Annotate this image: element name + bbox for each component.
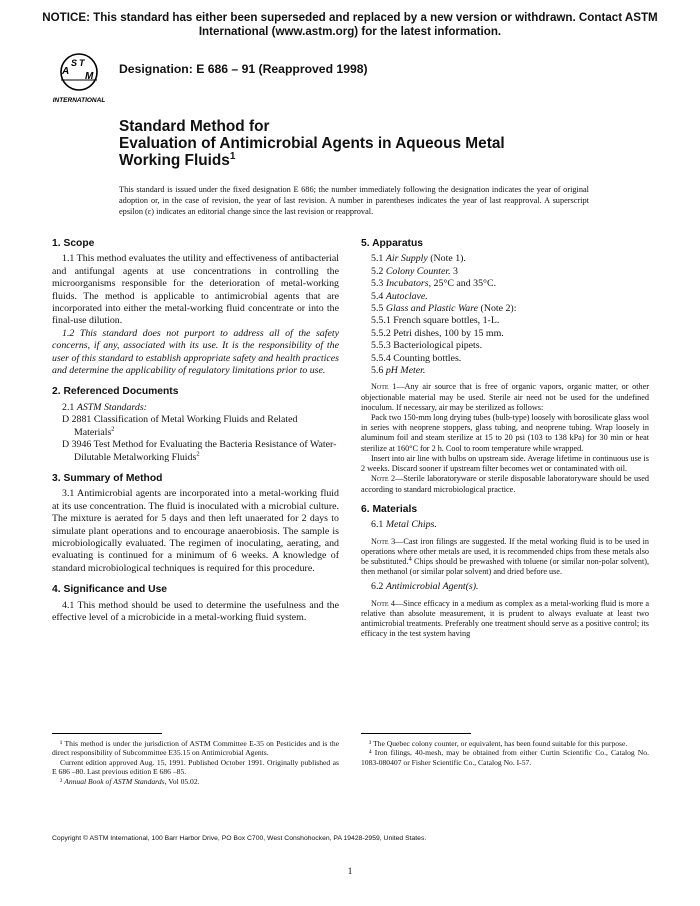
apparatus-item: 5.5.1 French square bottles, 1-L. xyxy=(371,315,500,327)
note-2: Note 2—Sterile laboratoryware or sterile disposable laboratoryware should be used according to standard microbiological practice. xyxy=(361,474,649,494)
footnote-1: ¹ This method is under the jurisdiction of ASTM Committee E-35 on Pesticides and is the direct responsibility of Subcommittee E35.15 on Antimicrobial Agents. xyxy=(52,739,339,758)
svg-text:T: T xyxy=(79,58,85,68)
paragraph-2-1: 2.1 ASTM Standards: xyxy=(62,401,147,413)
section-heading-significance: 4. Significance and Use xyxy=(52,584,168,596)
paragraph-4-1: 4.1 This method should be used to determine the usefulness and the effective level of a microbicide in a metal-working fluid system. xyxy=(52,599,339,623)
apparatus-item: 5.6 pH Meter. xyxy=(371,365,426,377)
footnote-2: ² Annual Book of ASTM Standards, Vol 05.02. xyxy=(60,776,200,786)
footnote-rule-right xyxy=(361,733,471,734)
withdrawn-notice xyxy=(12,11,688,39)
section-heading-scope: 1. Scope xyxy=(52,238,95,249)
section-heading-referenced-documents: 2. Referenced Documents xyxy=(52,386,179,398)
logo-caption: INTERNATIONAL xyxy=(52,97,106,104)
apparatus-item: 5.3 Incubators, 25°C and 35°C. xyxy=(371,278,497,290)
footnotes-right xyxy=(361,739,649,767)
footnotes-left xyxy=(52,739,339,786)
note-4: Note 4—Since efficacy in a medium as complex as a metal-working fluid is more a relative than absolute measurement, it is prudent to always evaluate at least two antimicrobial treatments. Preferably one treatment should serve as a positive control; its efficacy in the test system having xyxy=(361,598,649,639)
note-1-para-2: Pack two 150-mm long drying tubes (bulb-type) loosely with borosilicate glass wool in series with neoprene stoppers, glass tubing, and neoprene tubing. Wrap loosely in aluminum foil and steam sterilize at 15 to 20 psi (103 to 138 kPa) for 30 min or heat sterilize at 160°C for 2 h. Cool to room temperature while wrapped. xyxy=(361,413,649,453)
section-heading-summary: 3. Summary of Method xyxy=(52,472,163,484)
copyright-line: Copyright © ASTM International, 100 Barr Harbor Drive, PO Box C700, West Conshohocken, PA 19428-2959, United States. xyxy=(52,835,427,842)
notice-line-2: International (www.astm.org) for the latest information. xyxy=(198,25,502,38)
designation: Designation: E 686 – 91 (Reapproved 1998) xyxy=(119,62,368,76)
right-column xyxy=(361,238,649,640)
note-3: Note 3—Cast iron filings are suggested. If the metal working fluid is to be used in operations where other metals are used, it is recommended chips from these metals also be substituted.$^4$ Chips should be prewashed with toluene (or similar non-polar solvent), then methanol (or similar polar solvent) and dried before use. xyxy=(361,536,649,577)
note-1-para-3: Insert into air line with bulbs on upstream side. Average lifetime in continuous use is 2 weeks. Discard sooner if upstream filter becomes wet or contaminated with oil. xyxy=(361,453,649,474)
paragraph-1-1: 1.1 This method evaluates the utility and effectiveness of antibacterial and antifungal agents at use concentrations in controlling the microorganisms responsible for the deterioration of metal-working fluids. The method is applicable to antimicrobial agents that are incorporated into either the metal-working fluid concentrate or into the final-use dilution. xyxy=(52,253,339,327)
apparatus-item: 5.5.3 Bacteriological pipets. xyxy=(371,340,483,352)
apparatus-item: 5.2 Colony Counter. 3 xyxy=(371,265,458,277)
apparatus-item: 5.5.2 Petri dishes, 100 by 15 mm. xyxy=(371,327,504,339)
reference-d3946: D 3946 Test Method for Evaluating the Bacteria Resistance of Water-Dilutable Metalworking Fluids$^2$ xyxy=(62,439,337,463)
notice-line-1: NOTICE: This standard has either been superseded and replaced by a new version or withdrawn. Contact ASTM xyxy=(42,11,658,24)
apparatus-item: 5.5 Glass and Plastic Ware (Note 2): xyxy=(371,303,517,315)
svg-text:A: A xyxy=(62,66,70,77)
title-line-3: Working Fluids$^1$ xyxy=(119,150,236,169)
note-1: Note 1—Any air source that is free of organic vapors, organic matter, or other objectionable material may be used. Sterile air need not be used for the undefined inoculum. If necessary, air may be sterilized as follows: xyxy=(361,382,650,412)
paragraph-3-1: 3.1 Antimicrobial agents are incorporated into a metal-working fluid at its use concentration. The fluid is inoculated with a microbial culture. The mixture is aerated for 5 days and then left unaerated for 2 days to simulate plant operations and to encourage anaerobiosis. The sample is microbiologically evaluated. The regimen of inoculating, aerating, and evaluating is continued for a minimum of 6 weeks. A knowledge of standard microbiological techniques is required for this procedure. xyxy=(52,488,339,574)
apparatus-list xyxy=(361,253,649,377)
reference-d2881: D 2881 Classification of Metal Working Fluids and Related Materials$^2$ xyxy=(62,414,298,438)
title-line-2: Evaluation of Antimicrobial Agents in Aqueous Metal xyxy=(119,135,505,152)
svg-text:M: M xyxy=(85,71,94,82)
footnote-rule-left xyxy=(52,733,162,734)
apparatus-item: 5.4 Autoclave. xyxy=(371,290,428,302)
paragraph-6-1: 6.1 Metal Chips. xyxy=(371,519,437,531)
footnote-3: ³ The Quebec colony counter, or equivalent, has been found suitable for this purpose. xyxy=(369,739,628,748)
astm-logo-icon xyxy=(52,50,106,106)
paragraph-1-2: 1.2 This standard does not purport to address all of the safety concerns, if any, associated with its use. It is the responsibility of the user of this standard to establish appropriate safety and health practices and determine the applicability of regulatory limitations prior to use. xyxy=(52,327,339,377)
section-heading-apparatus: 5. Apparatus xyxy=(361,238,423,249)
footnote-4: ⁴ Iron filings, 40-mesh, may be obtained from either Curtin Scientific Co., Catalog No. 1083-080407 or Fisher Scientific Co., Catalog No. I-57. xyxy=(361,748,649,767)
page-number: 1 xyxy=(347,866,353,877)
footnote-1-edition: Current edition approved Aug. 15, 1991. Published October 1991. Originally published as E 686 –80. Last previous edition E 686 –85. xyxy=(52,757,339,777)
section-heading-materials: 6. Materials xyxy=(361,503,418,515)
apparatus-item: 5.1 Air Supply (Note 1). xyxy=(371,253,466,265)
issue-statement: This standard is issued under the fixed designation E 686; the number immediately following the designation indicates the year of original adoption or, in the case of revision, the year of last revision. A number in parentheses indicates the year of last reapproval. A superscript epsilon (ε) indicates an editorial change since the last revision or reapproval. xyxy=(119,185,589,216)
paragraph-6-2: 6.2 Antimicrobial Agent(s). xyxy=(371,581,479,593)
left-column xyxy=(52,238,339,624)
document-title xyxy=(119,118,589,169)
svg-text:S: S xyxy=(71,58,78,68)
apparatus-item: 5.5.4 Counting bottles. xyxy=(371,352,462,364)
title-line-1: Standard Method for xyxy=(119,118,270,135)
